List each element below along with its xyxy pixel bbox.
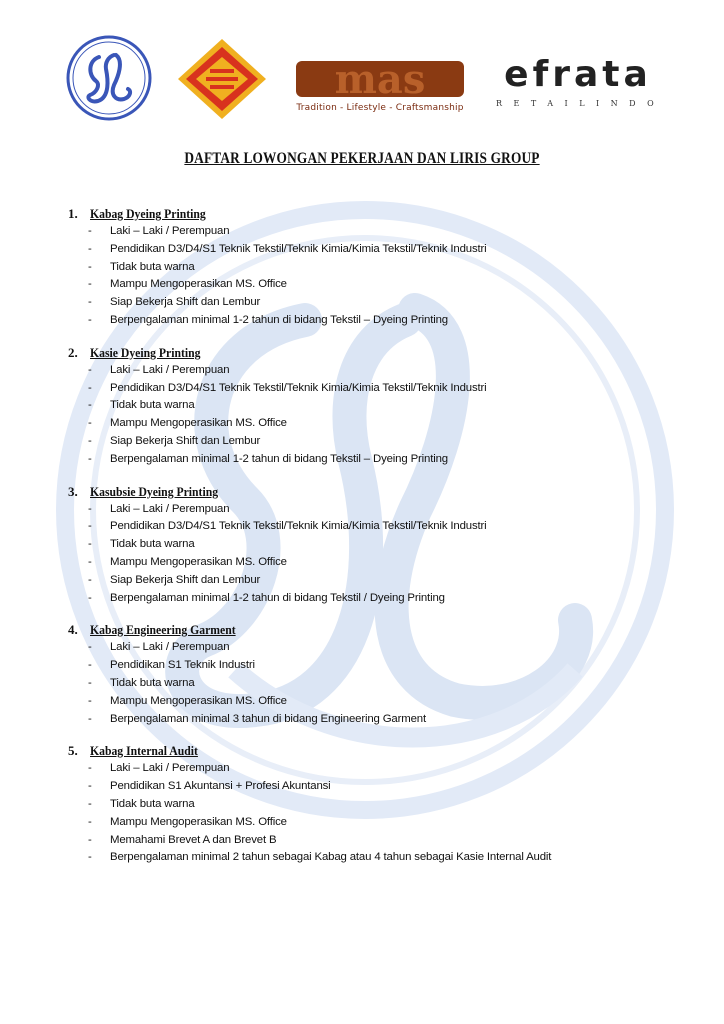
requirement-item xyxy=(68,451,668,469)
requirement-item xyxy=(68,433,668,451)
requirement-item xyxy=(68,380,668,398)
requirement-text: Pendidikan D3/D4/S1 Teknik Tekstil/Teknik Kimia/Kimia Tekstil/Teknik Industri xyxy=(110,381,487,394)
requirement-text: Siap Bekerja Shift dan Lembur xyxy=(110,296,261,309)
requirement-item xyxy=(68,675,668,693)
bullet-dash: - xyxy=(88,641,92,654)
bullet-dash: - xyxy=(88,502,92,515)
requirement-text: Berpengalaman minimal 3 tahun di bidang Engineering Garment xyxy=(110,712,426,725)
efrata-logo xyxy=(496,54,666,113)
job-number: 2. xyxy=(68,344,78,360)
bullet-dash: - xyxy=(88,260,92,273)
mas-logo-text: mas xyxy=(334,56,426,101)
requirement-text: Berpengalaman minimal 1-2 tahun di bidang Tekstil – Dyeing Printing xyxy=(110,452,448,465)
requirement-item xyxy=(68,223,668,241)
bullet-dash: - xyxy=(88,434,92,447)
requirement-text: Mampu Mengoperasikan MS. Office xyxy=(110,417,287,430)
requirement-item xyxy=(68,554,668,572)
bullet-dash: - xyxy=(88,399,92,412)
requirement-text: Berpengalaman minimal 1-2 tahun di bidang Tekstil – Dyeing Printing xyxy=(110,313,448,326)
bullet-dash: - xyxy=(88,815,92,828)
requirement-text: Pendidikan D3/D4/S1 Teknik Tekstil/Teknik Kimia/Kimia Tekstil/Teknik Industri xyxy=(110,242,487,255)
bullet-dash: - xyxy=(88,313,92,326)
requirement-item xyxy=(68,259,668,277)
job-title: Kasie Dyeing Printing xyxy=(90,344,201,360)
job-number: 3. xyxy=(68,483,78,499)
requirement-item xyxy=(68,362,668,380)
diamond-logo xyxy=(176,37,268,121)
bullet-dash: - xyxy=(88,381,92,394)
job-section xyxy=(68,483,668,608)
bullet-dash: - xyxy=(88,676,92,689)
bullet-dash: - xyxy=(88,417,92,430)
requirement-item xyxy=(68,518,668,536)
requirement-text: Siap Bekerja Shift dan Lembur xyxy=(110,573,261,586)
job-list xyxy=(68,205,668,881)
requirement-item xyxy=(68,501,668,519)
requirement-text: Tidak buta warna xyxy=(110,797,195,810)
job-section xyxy=(68,742,668,867)
job-heading xyxy=(68,742,668,760)
requirement-item xyxy=(68,415,668,433)
requirement-text: Mampu Mengoperasikan MS. Office xyxy=(110,278,287,291)
requirement-text: Mampu Mengoperasikan MS. Office xyxy=(110,815,287,828)
efrata-subtext: RETAILINDO xyxy=(496,99,666,108)
requirement-text: Mampu Mengoperasikan MS. Office xyxy=(110,694,287,707)
bullet-dash: - xyxy=(88,851,92,864)
bullet-dash: - xyxy=(88,363,92,376)
job-title: Kasubsie Dyeing Printing xyxy=(90,483,219,499)
job-number: 1. xyxy=(68,206,78,221)
job-number: 5. xyxy=(68,743,78,759)
requirement-item xyxy=(68,693,668,711)
requirement-item xyxy=(68,312,668,330)
requirement-text: Pendidikan S1 Akuntansi + Profesi Akuntansi xyxy=(110,780,331,793)
dl-logo xyxy=(66,35,152,121)
bullet-dash: - xyxy=(88,555,92,568)
requirement-item xyxy=(68,711,668,729)
bullet-dash: - xyxy=(88,833,92,846)
requirement-text: Laki – Laki / Perempuan xyxy=(110,363,230,376)
requirement-text: Berpengalaman minimal 2 tahun sebagai Kabag atau 4 tahun sebagai Kasie Internal Audit xyxy=(110,851,552,864)
requirement-item xyxy=(68,572,668,590)
bullet-dash: - xyxy=(88,659,92,672)
requirement-text: Laki – Laki / Perempuan xyxy=(110,225,230,237)
requirement-item xyxy=(68,778,668,796)
requirement-text: Pendidikan S1 Teknik Industri xyxy=(110,659,255,672)
efrata-logo-text: efrata xyxy=(504,54,652,95)
bullet-dash: - xyxy=(88,520,92,533)
job-section xyxy=(68,344,668,469)
requirement-item xyxy=(68,294,668,312)
requirement-text: Laki – Laki / Perempuan xyxy=(110,502,230,515)
requirement-text: Tidak buta warna xyxy=(110,676,195,689)
job-section xyxy=(68,621,668,728)
job-heading xyxy=(68,483,668,501)
requirement-text: Laki – Laki / Perempuan xyxy=(110,641,230,654)
job-number: 4. xyxy=(68,622,78,638)
requirement-text: Tidak buta warna xyxy=(110,538,195,551)
bullet-dash: - xyxy=(88,780,92,793)
requirement-text: Tidak buta warna xyxy=(110,260,195,273)
job-title: Kabag Internal Audit xyxy=(90,743,198,759)
requirement-text: Memahami Brevet A dan Brevet B xyxy=(110,833,277,846)
requirement-text: Mampu Mengoperasikan MS. Office xyxy=(110,555,287,568)
bullet-dash: - xyxy=(88,278,92,291)
requirement-item xyxy=(68,849,668,867)
job-heading xyxy=(68,344,668,362)
requirement-item xyxy=(68,241,668,259)
requirement-text: Tidak buta warna xyxy=(110,399,195,412)
mas-logo xyxy=(292,55,468,119)
bullet-dash: - xyxy=(88,694,92,707)
requirement-item xyxy=(68,276,668,294)
requirement-text: Laki – Laki / Perempuan xyxy=(110,762,230,775)
requirement-item xyxy=(68,832,668,850)
bullet-dash: - xyxy=(88,452,92,465)
requirement-text: Pendidikan D3/D4/S1 Teknik Tekstil/Teknik Kimia/Kimia Tekstil/Teknik Industri xyxy=(110,520,487,533)
requirement-item xyxy=(68,657,668,675)
bullet-dash: - xyxy=(88,797,92,810)
job-heading xyxy=(68,621,668,639)
job-section xyxy=(68,205,668,330)
job-heading xyxy=(68,205,668,223)
requirement-item xyxy=(68,814,668,832)
mas-tagline: Tradition - Lifestyle - Craftsmanship xyxy=(296,103,464,113)
mas-wordmark xyxy=(292,55,468,101)
requirement-item xyxy=(68,397,668,415)
bullet-dash: - xyxy=(88,296,92,309)
requirement-text: Berpengalaman minimal 1-2 tahun di bidang Tekstil / Dyeing Printing xyxy=(110,591,445,604)
job-title: Kabag Dyeing Printing xyxy=(90,206,206,221)
bullet-dash: - xyxy=(88,591,92,604)
requirement-item xyxy=(68,536,668,554)
requirement-item xyxy=(68,760,668,778)
requirement-text: Siap Bekerja Shift dan Lembur xyxy=(110,434,261,447)
bullet-dash: - xyxy=(88,712,92,725)
job-title: Kabag Engineering Garment xyxy=(90,622,236,638)
bullet-dash: - xyxy=(88,242,92,255)
requirement-item xyxy=(68,590,668,608)
page-title: DAFTAR LOWONGAN PEKERJAAN DAN LIRIS GROUP xyxy=(184,150,540,167)
requirement-item xyxy=(68,639,668,657)
bullet-dash: - xyxy=(88,225,92,237)
bullet-dash: - xyxy=(88,538,92,551)
bullet-dash: - xyxy=(88,762,92,775)
requirement-item xyxy=(68,796,668,814)
bullet-dash: - xyxy=(88,573,92,586)
